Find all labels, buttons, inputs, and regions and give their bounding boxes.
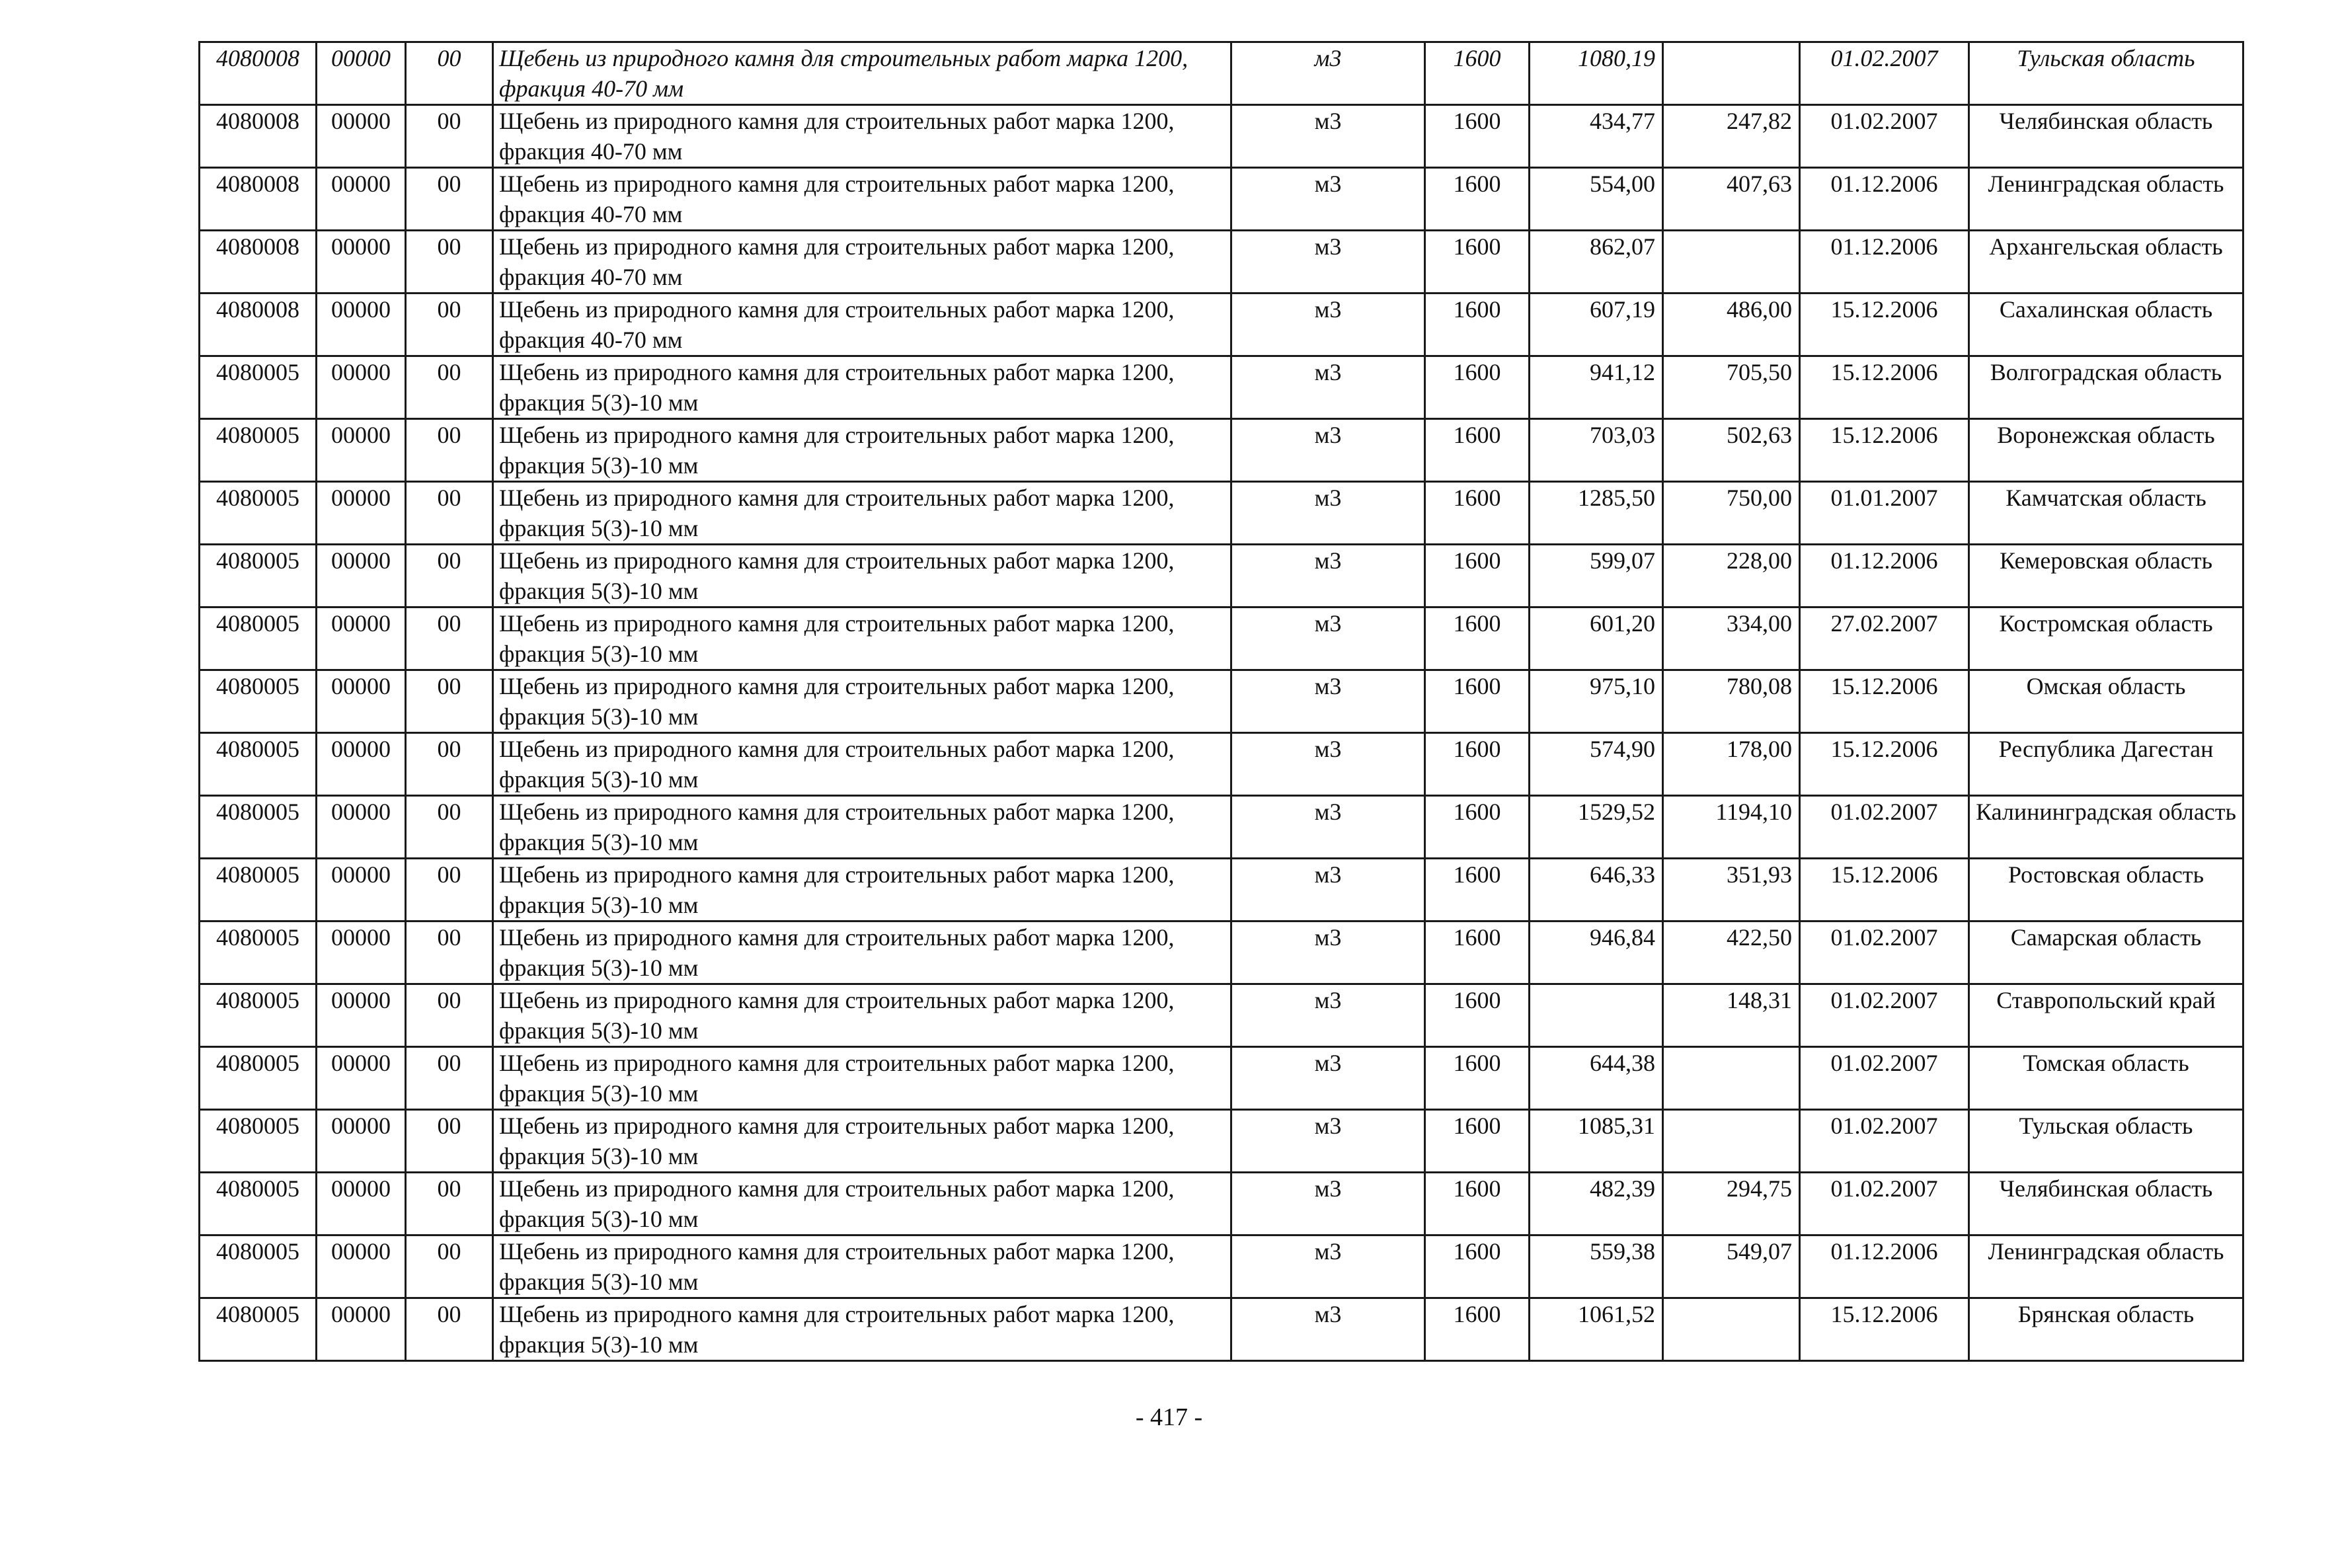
cell-unit: м3 — [1231, 733, 1425, 796]
cell-price-2 — [1663, 1110, 1800, 1173]
cell-price-1: 559,38 — [1530, 1235, 1663, 1298]
table-row — [200, 859, 2243, 921]
cell-name: Щебень из природного камня для строительных работ марка 1200, фракция 5(3)-10 мм — [493, 796, 1231, 859]
cell-name: Щебень из природного камня для строительных работ марка 1200, фракция 5(3)-10 мм — [493, 859, 1231, 921]
cell-category: 00 — [406, 294, 493, 356]
cell-price-1: 574,90 — [1530, 733, 1663, 796]
cell-unit: м3 — [1231, 482, 1425, 545]
cell-date: 15.12.2006 — [1800, 670, 1969, 733]
cell-code: 4080005 — [200, 608, 317, 670]
cell-price-1: 941,12 — [1530, 356, 1663, 419]
cell-date: 01.02.2007 — [1800, 796, 1969, 859]
cell-price-1: 434,77 — [1530, 105, 1663, 168]
cell-category: 00 — [406, 796, 493, 859]
cell-date: 01.02.2007 — [1800, 105, 1969, 168]
cell-region: Томская область — [1969, 1047, 2243, 1110]
cell-unit: м3 — [1231, 1173, 1425, 1235]
cell-subcode: 00000 — [317, 545, 406, 608]
cell-unit: м3 — [1231, 984, 1425, 1047]
cell-category: 00 — [406, 859, 493, 921]
cell-price-1: 862,07 — [1530, 231, 1663, 294]
cell-code: 4080005 — [200, 482, 317, 545]
cell-grade: 1600 — [1425, 1110, 1530, 1173]
cell-price-1: 607,19 — [1530, 294, 1663, 356]
cell-subcode: 00000 — [317, 1173, 406, 1235]
cell-category: 00 — [406, 482, 493, 545]
cell-price-1: 601,20 — [1530, 608, 1663, 670]
cell-subcode: 00000 — [317, 1235, 406, 1298]
cell-subcode: 00000 — [317, 796, 406, 859]
cell-date: 15.12.2006 — [1800, 733, 1969, 796]
cell-grade: 1600 — [1425, 1173, 1530, 1235]
cell-price-1: 946,84 — [1530, 921, 1663, 984]
cell-code: 4080005 — [200, 1110, 317, 1173]
cell-subcode: 00000 — [317, 231, 406, 294]
cell-unit: м3 — [1231, 670, 1425, 733]
cell-price-1: 554,00 — [1530, 168, 1663, 231]
cell-unit: м3 — [1231, 1235, 1425, 1298]
cell-price-2: 1194,10 — [1663, 796, 1800, 859]
cell-code: 4080005 — [200, 356, 317, 419]
cell-subcode: 00000 — [317, 670, 406, 733]
cell-grade: 1600 — [1425, 105, 1530, 168]
cell-price-2: 705,50 — [1663, 356, 1800, 419]
table-row — [200, 608, 2243, 670]
cell-category: 00 — [406, 545, 493, 608]
table-row — [200, 294, 2243, 356]
table-row — [200, 419, 2243, 482]
cell-region: Кемеровская область — [1969, 545, 2243, 608]
cell-name: Щебень из природного камня для строительных работ марка 1200, фракция 5(3)-10 мм — [493, 1298, 1231, 1361]
cell-category: 00 — [406, 419, 493, 482]
cell-region: Волгоградская область — [1969, 356, 2243, 419]
cell-date: 01.01.2007 — [1800, 482, 1969, 545]
cell-grade: 1600 — [1425, 859, 1530, 921]
cell-price-1: 1529,52 — [1530, 796, 1663, 859]
cell-unit: м3 — [1231, 294, 1425, 356]
cell-code: 4080008 — [200, 105, 317, 168]
cell-unit: м3 — [1231, 42, 1425, 105]
cell-category: 00 — [406, 608, 493, 670]
cell-name: Щебень из природного камня для строительных работ марка 1200, фракция 5(3)-10 мм — [493, 419, 1231, 482]
cell-grade: 1600 — [1425, 419, 1530, 482]
table-row — [200, 733, 2243, 796]
cell-price-2: 486,00 — [1663, 294, 1800, 356]
cell-grade: 1600 — [1425, 294, 1530, 356]
cell-price-2 — [1663, 42, 1800, 105]
cell-code: 4080005 — [200, 545, 317, 608]
cell-price-2: 178,00 — [1663, 733, 1800, 796]
cell-name: Щебень из природного камня для строительных работ марка 1200, фракция 5(3)-10 мм — [493, 356, 1231, 419]
cell-date: 27.02.2007 — [1800, 608, 1969, 670]
cell-unit: м3 — [1231, 105, 1425, 168]
cell-date: 01.12.2006 — [1800, 1235, 1969, 1298]
cell-subcode: 00000 — [317, 921, 406, 984]
cell-region: Омская область — [1969, 670, 2243, 733]
cell-subcode: 00000 — [317, 105, 406, 168]
cell-category: 00 — [406, 1110, 493, 1173]
cell-subcode: 00000 — [317, 1110, 406, 1173]
cell-price-1: 646,33 — [1530, 859, 1663, 921]
cell-price-2: 780,08 — [1663, 670, 1800, 733]
cell-category: 00 — [406, 231, 493, 294]
cell-region: Камчатская область — [1969, 482, 2243, 545]
cell-grade: 1600 — [1425, 482, 1530, 545]
cell-date: 01.02.2007 — [1800, 1173, 1969, 1235]
cell-category: 00 — [406, 921, 493, 984]
cell-name: Щебень из природного камня для строительных работ марка 1200, фракция 5(3)-10 мм — [493, 1047, 1231, 1110]
cell-price-2: 294,75 — [1663, 1173, 1800, 1235]
table-row — [200, 984, 2243, 1047]
table-row — [200, 231, 2243, 294]
cell-region: Челябинская область — [1969, 1173, 2243, 1235]
cell-subcode: 00000 — [317, 482, 406, 545]
table-row — [200, 1047, 2243, 1110]
cell-name: Щебень из природного камня для строительных работ марка 1200, фракция 5(3)-10 мм — [493, 733, 1231, 796]
cell-unit: м3 — [1231, 231, 1425, 294]
cell-category: 00 — [406, 733, 493, 796]
cell-grade: 1600 — [1425, 1298, 1530, 1361]
cell-unit: м3 — [1231, 168, 1425, 231]
cell-region: Челябинская область — [1969, 105, 2243, 168]
cell-price-1: 1285,50 — [1530, 482, 1663, 545]
cell-code: 4080005 — [200, 796, 317, 859]
cell-subcode: 00000 — [317, 1047, 406, 1110]
cell-region: Сахалинская область — [1969, 294, 2243, 356]
cell-price-1 — [1530, 984, 1663, 1047]
table-row — [200, 1173, 2243, 1235]
cell-date: 15.12.2006 — [1800, 419, 1969, 482]
price-table-container — [198, 41, 2242, 1362]
cell-name: Щебень из природного камня для строительных работ марка 1200, фракция 5(3)-10 мм — [493, 670, 1231, 733]
cell-date: 01.02.2007 — [1800, 1110, 1969, 1173]
cell-price-2: 549,07 — [1663, 1235, 1800, 1298]
table-row — [200, 168, 2243, 231]
cell-unit: м3 — [1231, 1047, 1425, 1110]
cell-subcode: 00000 — [317, 168, 406, 231]
cell-code: 4080005 — [200, 1235, 317, 1298]
cell-price-2: 228,00 — [1663, 545, 1800, 608]
cell-grade: 1600 — [1425, 984, 1530, 1047]
table-row — [200, 105, 2243, 168]
cell-region: Калининградская область — [1969, 796, 2243, 859]
cell-date: 01.12.2006 — [1800, 545, 1969, 608]
cell-price-2: 750,00 — [1663, 482, 1800, 545]
cell-date: 15.12.2006 — [1800, 859, 1969, 921]
cell-grade: 1600 — [1425, 231, 1530, 294]
cell-date: 15.12.2006 — [1800, 294, 1969, 356]
cell-region: Республика Дагестан — [1969, 733, 2243, 796]
cell-price-1: 1080,19 — [1530, 42, 1663, 105]
cell-grade: 1600 — [1425, 670, 1530, 733]
cell-date: 15.12.2006 — [1800, 1298, 1969, 1361]
cell-code: 4080005 — [200, 921, 317, 984]
cell-unit: м3 — [1231, 356, 1425, 419]
table-row — [200, 1110, 2243, 1173]
cell-date: 01.02.2007 — [1800, 984, 1969, 1047]
table-row — [200, 921, 2243, 984]
cell-date: 01.02.2007 — [1800, 921, 1969, 984]
cell-name: Щебень из природного камня для строительных работ марка 1200, фракция 5(3)-10 мм — [493, 921, 1231, 984]
cell-price-2: 502,63 — [1663, 419, 1800, 482]
cell-code: 4080005 — [200, 984, 317, 1047]
cell-category: 00 — [406, 1047, 493, 1110]
cell-price-2: 247,82 — [1663, 105, 1800, 168]
cell-grade: 1600 — [1425, 356, 1530, 419]
cell-name: Щебень из природного камня для строительных работ марка 1200, фракция 40-70 мм — [493, 168, 1231, 231]
cell-price-1: 599,07 — [1530, 545, 1663, 608]
page-number: - 417 - — [1135, 1403, 1203, 1431]
cell-subcode: 00000 — [317, 733, 406, 796]
cell-subcode: 00000 — [317, 1298, 406, 1361]
table-row — [200, 1298, 2243, 1361]
cell-region: Ростовская область — [1969, 859, 2243, 921]
cell-category: 00 — [406, 1235, 493, 1298]
cell-unit: м3 — [1231, 1298, 1425, 1361]
cell-region: Воронежская область — [1969, 419, 2243, 482]
cell-date: 01.12.2006 — [1800, 168, 1969, 231]
cell-name: Щебень из природного камня для строительных работ марка 1200, фракция 5(3)-10 мм — [493, 1173, 1231, 1235]
cell-subcode: 00000 — [317, 984, 406, 1047]
cell-price-1: 975,10 — [1530, 670, 1663, 733]
cell-subcode: 00000 — [317, 42, 406, 105]
cell-code: 4080008 — [200, 231, 317, 294]
cell-price-1: 644,38 — [1530, 1047, 1663, 1110]
cell-grade: 1600 — [1425, 1235, 1530, 1298]
cell-region: Ленинградская область — [1969, 1235, 2243, 1298]
cell-grade: 1600 — [1425, 545, 1530, 608]
cell-region: Костромская область — [1969, 608, 2243, 670]
cell-subcode: 00000 — [317, 356, 406, 419]
cell-date: 01.02.2007 — [1800, 1047, 1969, 1110]
cell-price-2: 351,93 — [1663, 859, 1800, 921]
cell-code: 4080008 — [200, 294, 317, 356]
cell-category: 00 — [406, 1298, 493, 1361]
cell-code: 4080005 — [200, 419, 317, 482]
cell-subcode: 00000 — [317, 294, 406, 356]
cell-category: 00 — [406, 168, 493, 231]
cell-category: 00 — [406, 670, 493, 733]
cell-code: 4080005 — [200, 1173, 317, 1235]
cell-unit: м3 — [1231, 1110, 1425, 1173]
cell-price-1: 1061,52 — [1530, 1298, 1663, 1361]
cell-price-2 — [1663, 1047, 1800, 1110]
cell-unit: м3 — [1231, 859, 1425, 921]
cell-grade: 1600 — [1425, 921, 1530, 984]
table-row — [200, 356, 2243, 419]
cell-price-1: 1085,31 — [1530, 1110, 1663, 1173]
cell-code: 4080008 — [200, 168, 317, 231]
cell-code: 4080005 — [200, 1047, 317, 1110]
table-row — [200, 670, 2243, 733]
cell-category: 00 — [406, 356, 493, 419]
cell-code: 4080005 — [200, 733, 317, 796]
cell-code: 4080005 — [200, 859, 317, 921]
cell-name: Щебень из природного камня для строительных работ марка 1200, фракция 40-70 мм — [493, 231, 1231, 294]
cell-region: Тульская область — [1969, 42, 2243, 105]
cell-grade: 1600 — [1425, 733, 1530, 796]
cell-name: Щебень из природного камня для строительных работ марка 1200, фракция 40-70 мм — [493, 294, 1231, 356]
cell-name: Щебень из природного камня для строительных работ марка 1200, фракция 40-70 мм — [493, 42, 1231, 105]
cell-date: 15.12.2006 — [1800, 356, 1969, 419]
cell-grade: 1600 — [1425, 796, 1530, 859]
cell-grade: 1600 — [1425, 608, 1530, 670]
cell-region: Брянская область — [1969, 1298, 2243, 1361]
cell-category: 00 — [406, 42, 493, 105]
cell-code: 4080005 — [200, 1298, 317, 1361]
cell-grade: 1600 — [1425, 42, 1530, 105]
cell-name: Щебень из природного камня для строительных работ марка 1200, фракция 40-70 мм — [493, 105, 1231, 168]
cell-code: 4080008 — [200, 42, 317, 105]
cell-price-1: 703,03 — [1530, 419, 1663, 482]
cell-region: Самарская область — [1969, 921, 2243, 984]
cell-category: 00 — [406, 105, 493, 168]
cell-region: Ленинградская область — [1969, 168, 2243, 231]
table-row — [200, 545, 2243, 608]
table-body — [200, 42, 2243, 1361]
price-table — [198, 41, 2244, 1362]
cell-grade: 1600 — [1425, 1047, 1530, 1110]
cell-subcode: 00000 — [317, 859, 406, 921]
cell-code: 4080005 — [200, 670, 317, 733]
cell-price-2: 422,50 — [1663, 921, 1800, 984]
cell-price-2: 148,31 — [1663, 984, 1800, 1047]
cell-grade: 1600 — [1425, 168, 1530, 231]
table-row — [200, 482, 2243, 545]
cell-region: Ставропольский край — [1969, 984, 2243, 1047]
cell-name: Щебень из природного камня для строительных работ марка 1200, фракция 5(3)-10 мм — [493, 608, 1231, 670]
cell-category: 00 — [406, 984, 493, 1047]
cell-name: Щебень из природного камня для строительных работ марка 1200, фракция 5(3)-10 мм — [493, 482, 1231, 545]
cell-category: 00 — [406, 1173, 493, 1235]
cell-price-2 — [1663, 231, 1800, 294]
cell-name: Щебень из природного камня для строительных работ марка 1200, фракция 5(3)-10 мм — [493, 1235, 1231, 1298]
table-row — [200, 796, 2243, 859]
cell-subcode: 00000 — [317, 608, 406, 670]
cell-price-2 — [1663, 1298, 1800, 1361]
cell-price-2: 407,63 — [1663, 168, 1800, 231]
cell-name: Щебень из природного камня для строительных работ марка 1200, фракция 5(3)-10 мм — [493, 984, 1231, 1047]
cell-name: Щебень из природного камня для строительных работ марка 1200, фракция 5(3)-10 мм — [493, 1110, 1231, 1173]
cell-price-1: 482,39 — [1530, 1173, 1663, 1235]
cell-date: 01.12.2006 — [1800, 231, 1969, 294]
cell-unit: м3 — [1231, 545, 1425, 608]
cell-subcode: 00000 — [317, 419, 406, 482]
cell-region: Архангельская область — [1969, 231, 2243, 294]
cell-unit: м3 — [1231, 921, 1425, 984]
cell-unit: м3 — [1231, 796, 1425, 859]
cell-name: Щебень из природного камня для строительных работ марка 1200, фракция 5(3)-10 мм — [493, 545, 1231, 608]
cell-unit: м3 — [1231, 608, 1425, 670]
cell-date: 01.02.2007 — [1800, 42, 1969, 105]
cell-region: Тульская область — [1969, 1110, 2243, 1173]
table-row — [200, 1235, 2243, 1298]
cell-price-2: 334,00 — [1663, 608, 1800, 670]
table-row — [200, 42, 2243, 105]
cell-unit: м3 — [1231, 419, 1425, 482]
